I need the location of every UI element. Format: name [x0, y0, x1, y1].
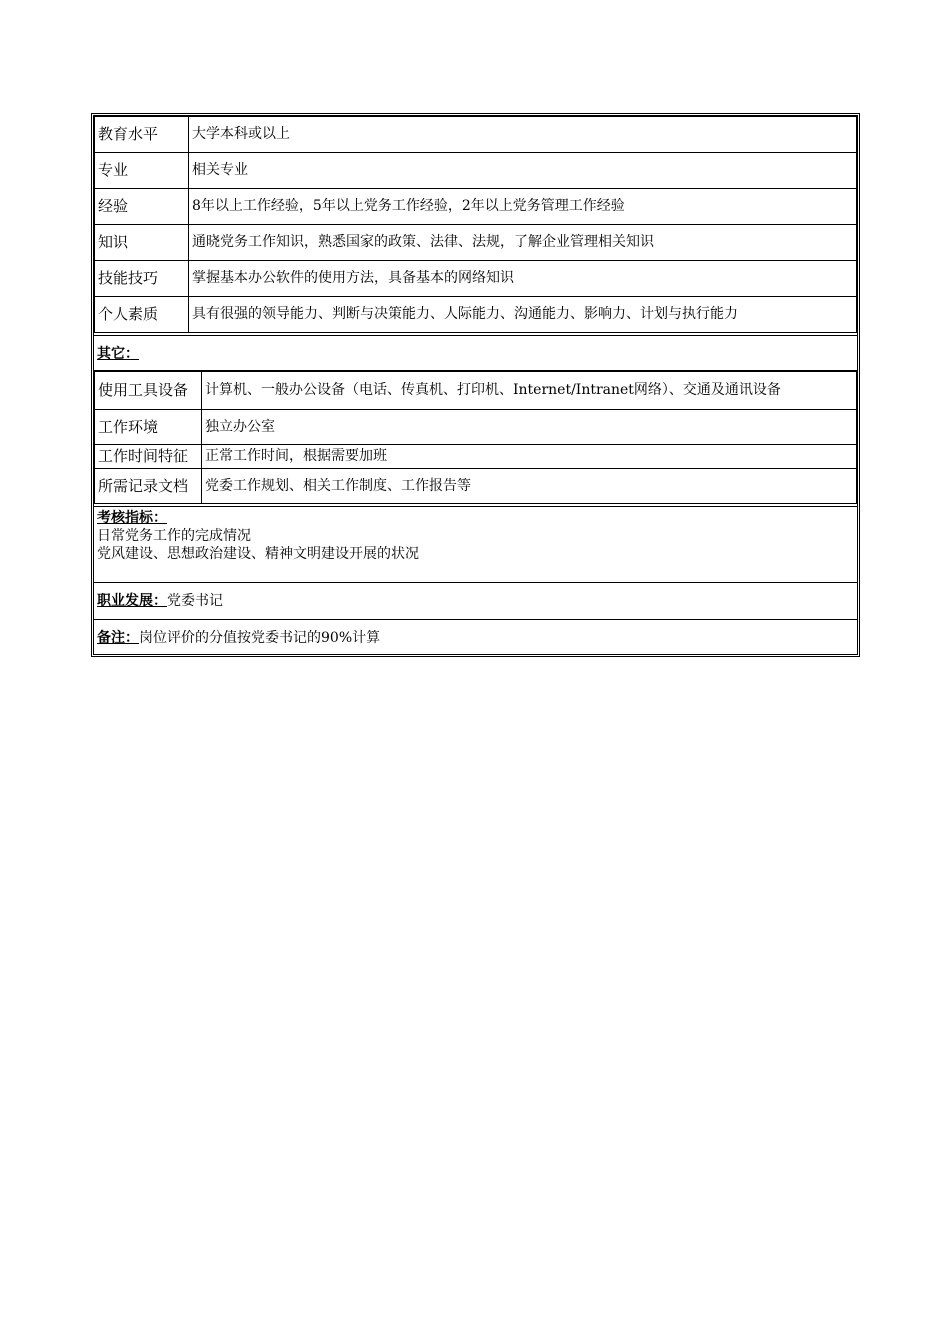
row-label: 工作环境 — [95, 410, 202, 445]
row-value: 8年以上工作经验，5年以上党务工作经验，2年以上党务管理工作经验 — [189, 189, 857, 225]
row-label: 使用工具设备 — [95, 372, 202, 410]
note-value: 岗位评价的分值按党委书记的90%计算 — [139, 630, 381, 646]
table-row — [95, 261, 857, 297]
row-label: 个人素质 — [95, 297, 189, 333]
other-title: 其它： — [97, 346, 139, 362]
row-value: 计算机、一般办公设备（电话、传真机、打印机、Internet/Intranet网络）、交通及通讯设备 — [202, 372, 857, 410]
row-label: 知识 — [95, 225, 189, 261]
table-row — [95, 410, 857, 445]
row-value: 独立办公室 — [202, 410, 857, 445]
career-title: 职业发展： — [97, 593, 167, 609]
note-section — [94, 619, 857, 654]
row-value: 通晓党务工作知识，熟悉国家的政策、法律、法规，了解企业管理相关知识 — [189, 225, 857, 261]
job-description-document — [93, 115, 858, 655]
row-label: 经验 — [95, 189, 189, 225]
table-row — [95, 445, 857, 469]
note-title: 备注： — [97, 630, 139, 646]
requirements-table — [94, 116, 857, 333]
assessment-section — [94, 506, 857, 580]
table-row — [95, 372, 857, 410]
row-value: 具有很强的领导能力、判断与决策能力、人际能力、沟通能力、影响力、计划与执行能力 — [189, 297, 857, 333]
career-section — [94, 582, 857, 617]
other-section-header — [94, 335, 857, 371]
career-value: 党委书记 — [167, 593, 223, 609]
row-value: 掌握基本办公软件的使用方法，具备基本的网络知识 — [189, 261, 857, 297]
table-row — [95, 153, 857, 189]
row-value: 党委工作规划、相关工作制度、工作报告等 — [202, 469, 857, 504]
table-row — [95, 117, 857, 153]
assessment-line: 党风建设、思想政治建设、精神文明建设开展的状况 — [97, 546, 419, 562]
table-row — [95, 469, 857, 504]
row-label: 技能技巧 — [95, 261, 189, 297]
row-label: 专业 — [95, 153, 189, 189]
row-label: 工作时间特征 — [95, 445, 202, 469]
row-value: 大学本科或以上 — [189, 117, 857, 153]
other-table — [94, 371, 857, 504]
requirements-block — [93, 115, 858, 655]
table-row — [95, 297, 857, 333]
table-row — [95, 225, 857, 261]
row-label: 教育水平 — [95, 117, 189, 153]
row-value: 相关专业 — [189, 153, 857, 189]
assessment-line: 日常党务工作的完成情况 — [97, 528, 251, 544]
assessment-title: 考核指标： — [97, 510, 167, 526]
table-row — [95, 189, 857, 225]
row-label: 所需记录文档 — [95, 469, 202, 504]
row-value: 正常工作时间，根据需要加班 — [202, 445, 857, 469]
